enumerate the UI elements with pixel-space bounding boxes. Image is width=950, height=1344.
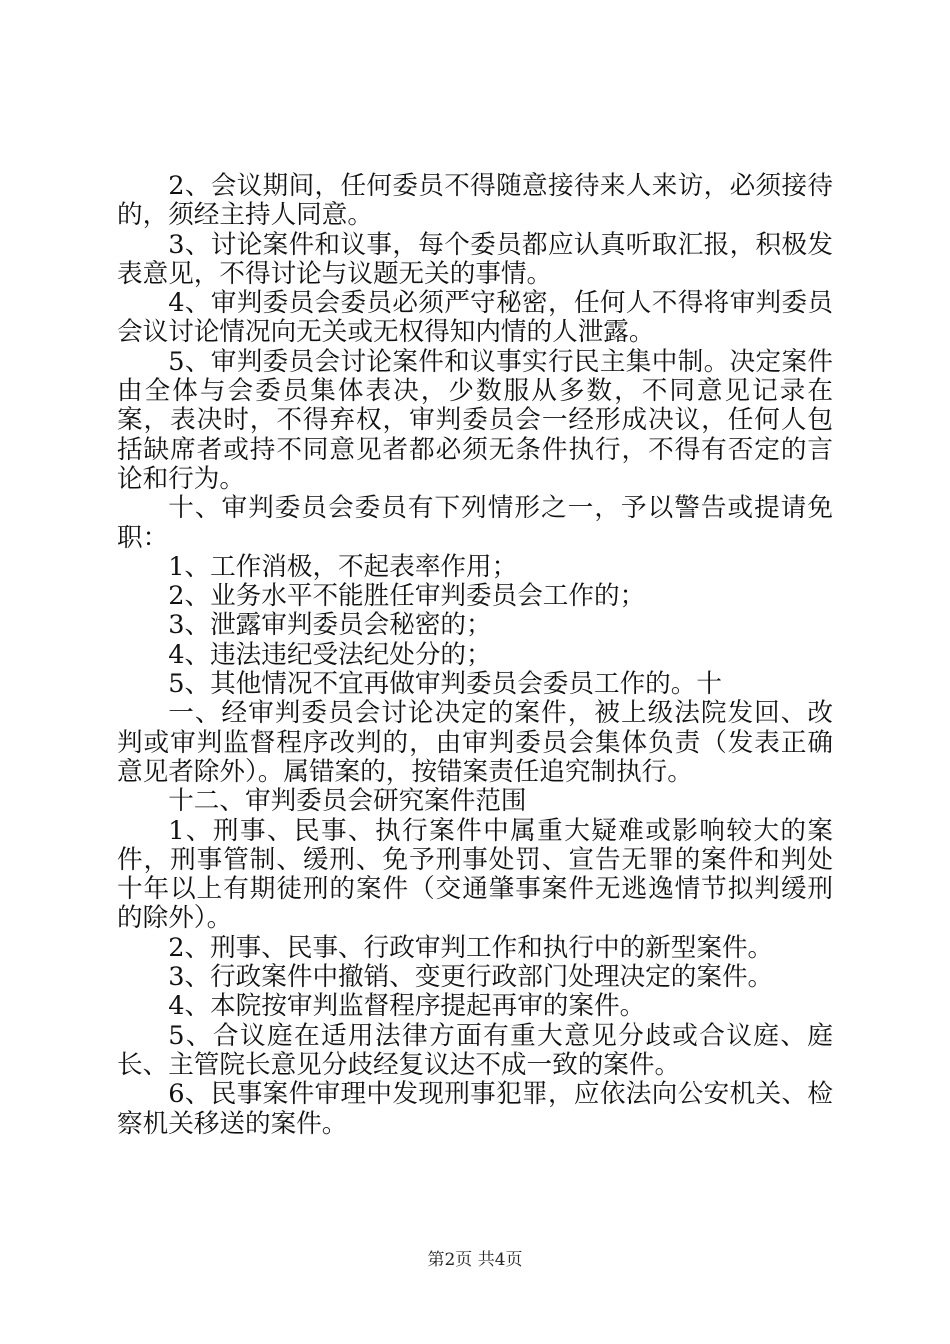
section-heading: 十、审判委员会委员有下列情形之一，予以警告或提请免职： [117, 493, 833, 553]
paragraph: 一、经审判委员会讨论决定的案件，被上级法院发回、改判或审判监督程序改判的，由审判委员会集体负责（发表正确意见者除外）。属错案的，按错案责任追究制执行。 [117, 698, 833, 787]
paragraph: 5、审判委员会讨论案件和议事实行民主集中制。决定案件由全体与会委员集体表决，少数服从多数，不同意见记录在案，表决时，不得弃权，审判委员会一经形成决议，任何人包括缺席者或持不同意见者都必须无条件执行，不得有否定的言论和行为。 [117, 346, 833, 494]
section-heading: 十二、审判委员会研究案件范围 [168, 786, 527, 817]
list-item: 1、刑事、民事、执行案件中属重大疑难或影响较大的案件，刑事管制、缓刑、免予刑事处罚、宣告无罪的案件和判处十年以上有期徒刑的案件（交通肇事案件无逃逸情节拟判缓刑的除外）。 [117, 815, 833, 934]
list-item: 5、其他情况不宜再做审判委员会委员工作的。十 [168, 669, 722, 700]
list-item: 3、行政案件中撤销、变更行政部门处理决定的案件。 [168, 962, 774, 993]
page-indicator: 第2页 共4页 [427, 1250, 523, 1270]
list-item: 4、违法违纪受法纪处分的； [168, 639, 492, 670]
document-body [117, 172, 833, 1139]
list-item: 6、民事案件审理中发现刑事犯罪，应依法向公安机关、检察机关移送的案件。 [117, 1079, 833, 1139]
list-item: 1、工作消极，不起表率作用； [168, 551, 518, 582]
list-item: 2、刑事、民事、行政审判工作和执行中的新型案件。 [168, 932, 774, 963]
paragraph: 4、审判委员会委员必须严守秘密，任何人不得将审判委员会议讨论情况向无关或无权得知内情的人泄露。 [117, 288, 833, 348]
list-item: 5、合议庭在适用法律方面有重大意见分歧或合议庭、庭长、主管院长意见分歧经复议达不成一致的案件。 [117, 1020, 833, 1080]
list-item: 3、泄露审判委员会秘密的； [168, 610, 492, 641]
paragraph: 2、会议期间，任何委员不得随意接待来人来访，必须接待的，须经主持人同意。 [117, 171, 833, 231]
paragraph: 3、讨论案件和议事，每个委员都应认真听取汇报，积极发表意见，不得讨论与议题无关的事情。 [117, 229, 833, 289]
list-item: 2、业务水平不能胜任审判委员会工作的； [168, 581, 646, 612]
page-footer [0, 1245, 950, 1270]
list-item: 4、本院按审判监督程序提起再审的案件。 [168, 991, 646, 1022]
